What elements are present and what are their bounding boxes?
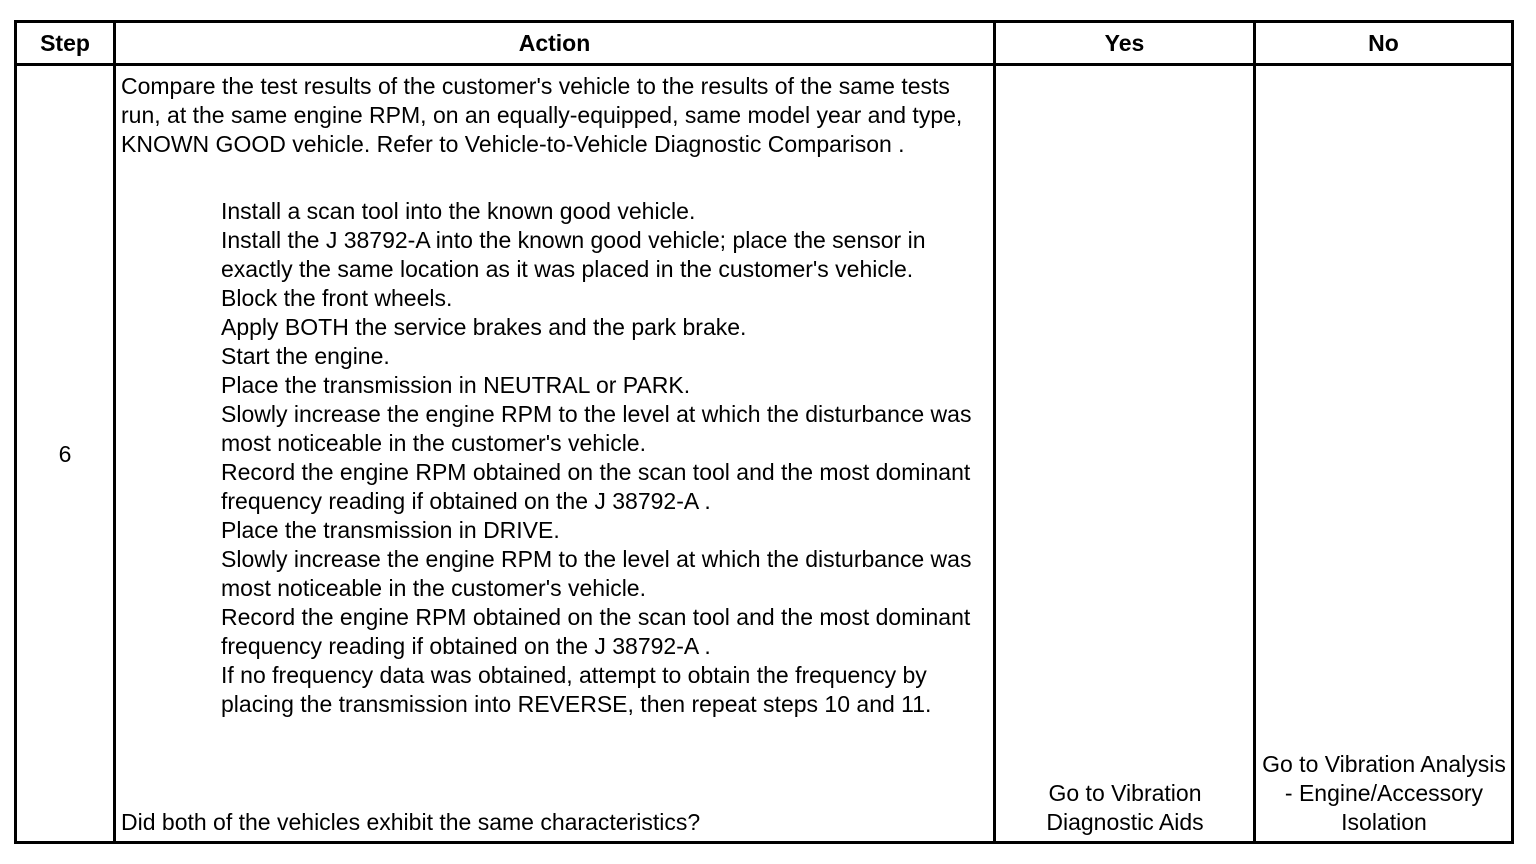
procedure-step: Slowly increase the engine RPM to the level at which the disturbance was most noticeable in the customer's vehicle. [221,546,972,601]
yes-link[interactable]: Go to Vibration Diagnostic Aids [1046,780,1204,835]
action-intro: Compare the test results of the customer's vehicle to the results of the same tests run, at the same engine RPM, on an equally-equipped, same model year and type, KNOWN GOOD vehicle. Refer to Vehicle-to-Vehicle Diagnostic Comparison . [121,73,963,157]
procedure-step: Install the J 38792-A into the known good vehicle; place the sensor in exactly the same location as it was placed in the customer's vehicle. [221,227,926,282]
no-link[interactable]: Go to Vibration Analysis - Engine/Accessory Isolation [1262,751,1506,835]
column-divider [993,23,996,841]
procedure-step: Record the engine RPM obtained on the scan tool and the most dominant frequency reading if obtained on the J 38792-A . [221,604,971,659]
header-step: Step [40,29,90,56]
column-divider [1253,23,1256,841]
procedure-step: Block the front wheels. [221,285,453,311]
header-divider [17,63,1511,66]
yes-outcome [997,67,1253,837]
procedure-step: Place the transmission in NEUTRAL or PARK. [221,372,691,398]
diagnostic-table [14,20,1514,844]
procedure-step: Install a scan tool into the known good vehicle. [221,198,696,224]
procedure-step: Record the engine RPM obtained on the scan tool and the most dominant frequency reading if obtained on the J 38792-A . [221,459,971,514]
procedure-list [221,197,993,719]
header-no: No [1368,29,1399,56]
column-divider [113,23,116,841]
header-action: Action [518,29,591,56]
procedure-step: Place the transmission in DRIVE. [221,517,560,543]
procedure-step: If no frequency data was obtained, attempt to obtain the frequency by placing the transmission into REVERSE, then repeat steps 10 and 11. [221,662,932,717]
header-yes: Yes [1104,29,1145,56]
no-outcome [1257,67,1511,837]
procedure-step: Slowly increase the engine RPM to the level at which the disturbance was most noticeable in the customer's vehicle. [221,401,972,456]
step-number: 6 [58,440,72,467]
procedure-step: Apply BOTH the service brakes and the park brake. [221,314,747,340]
procedure-step: Start the engine. [221,343,390,369]
action-question: Did both of the vehicles exhibit the same characteristics? [121,809,701,835]
action-cell [121,72,993,837]
